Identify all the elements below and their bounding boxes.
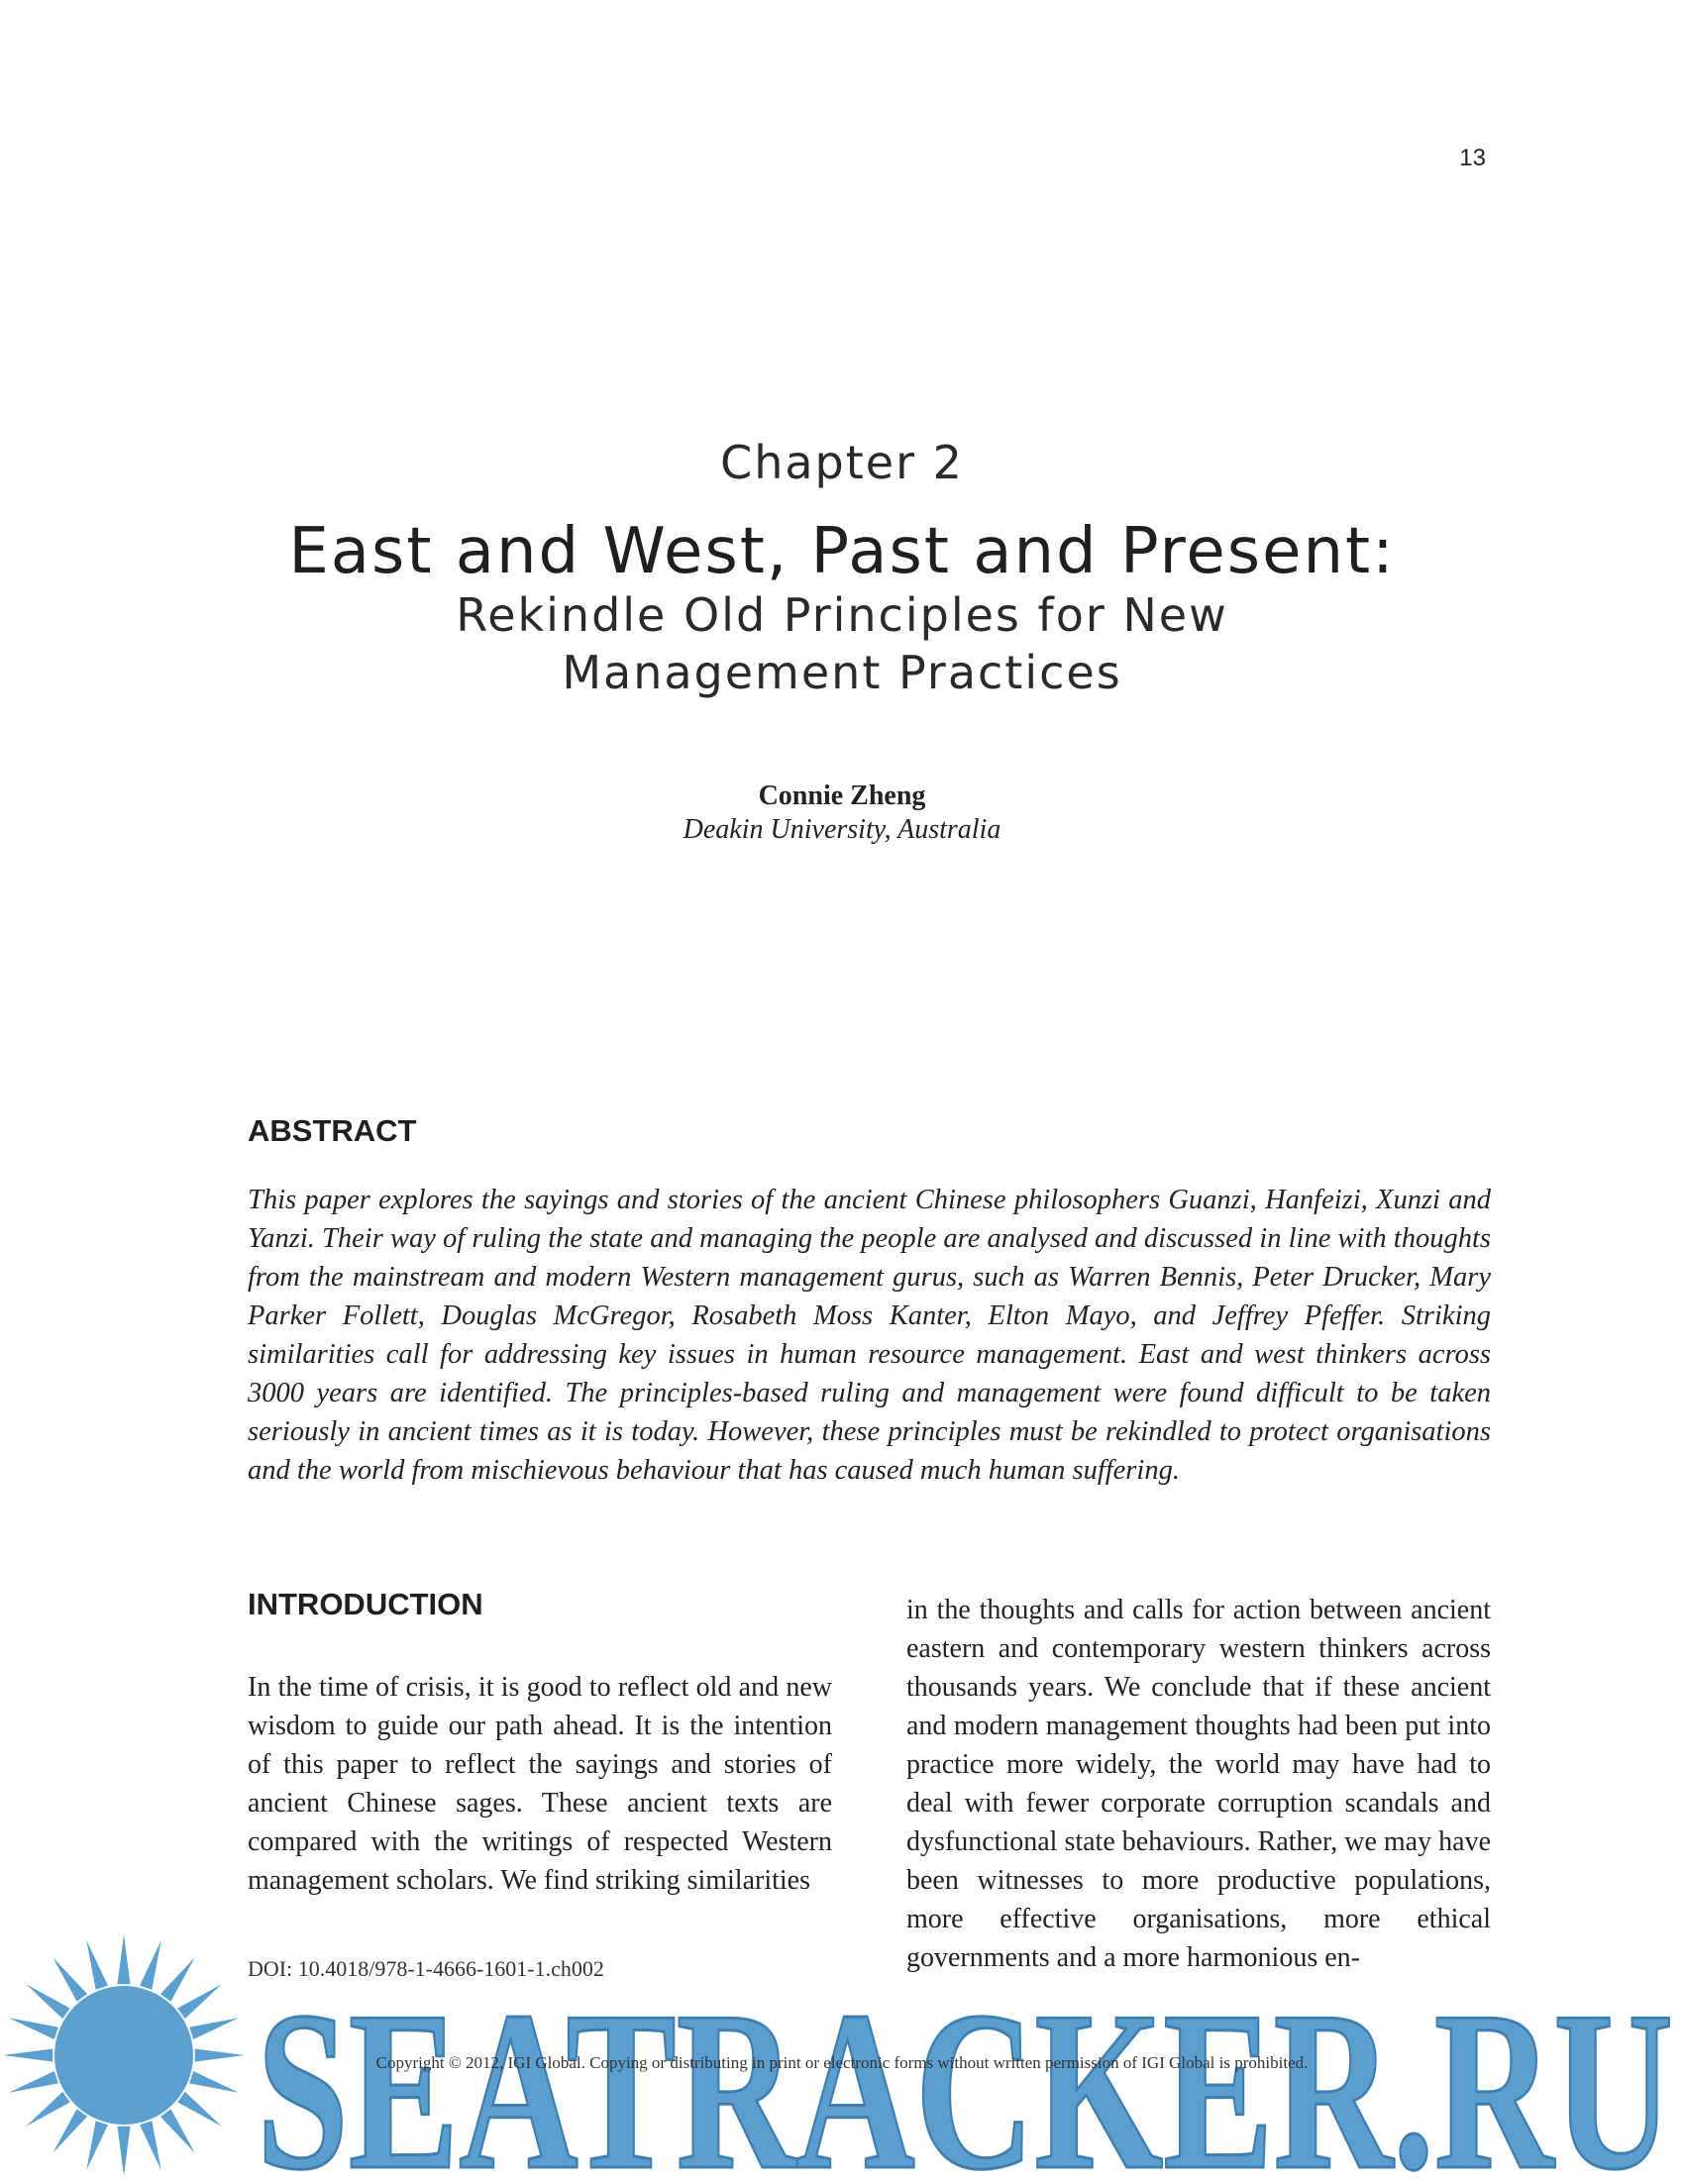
sun-ray bbox=[140, 1940, 161, 1990]
sun-ray bbox=[86, 1940, 108, 1990]
abstract-heading: ABSTRACT bbox=[248, 1113, 417, 1148]
copyright-notice: Copyright © 2012, IGI Global. Copying or distributing in print or electronic forms without written permission of IGI Global is prohibited. bbox=[375, 2053, 1309, 2072]
chapter-subtitle-line-1: Rekindle Old Principles for New bbox=[456, 588, 1228, 642]
watermark-text: SEATRACKER.RU bbox=[257, 1969, 1673, 2179]
watermark bbox=[253, 1969, 1679, 2179]
introduction-right-column: in the thoughts and calls for action between ancient eastern and contemporary western thinkers across thousands years. We conclude that if these ancient and modern management thoughts had been put into practice more widely, the world may have had to deal with fewer corporate corruption scandals and dysfunctional state behaviours. Rather, we may have been witnesses to more productive populations, more effective organisations, more ethical governments and a more harmonious en- bbox=[906, 1595, 1491, 1973]
chapter-subtitle-line-2: Management Practices bbox=[562, 646, 1122, 699]
sun-ray bbox=[26, 1984, 69, 2019]
sun-ray bbox=[118, 1934, 131, 1984]
introduction-heading: INTRODUCTION bbox=[248, 1587, 483, 1621]
sun-ray bbox=[177, 1984, 221, 2019]
chapter-label: Chapter 2 bbox=[720, 436, 964, 489]
sun-ray bbox=[53, 1957, 87, 2001]
author-affiliation: Deakin University, Australia bbox=[683, 814, 1001, 845]
author-name: Connie Zheng bbox=[758, 780, 926, 811]
chapter-title: East and West, Past and Present: bbox=[288, 515, 1396, 588]
doi: DOI: 10.4018/978-1-4666-1601-1.ch002 bbox=[248, 1956, 604, 1981]
page-number: 13 bbox=[1459, 145, 1486, 171]
sun-ray bbox=[160, 1957, 195, 2001]
sun-ray bbox=[189, 2018, 239, 2039]
abstract-text: This paper explores the sayings and stories of the ancient Chinese philosophers Guanzi, Hanfeizi, Xunzi and Yanzi. Their way of ruling the state and managing the people are analysed and discussed in line with thoughts from the mainstream and modern Western management gurus, such as Warren Bennis, Peter Drucker, Mary Parker Follett, Douglas McGregor, Rosabeth Moss Kanter, Elton Mayo, and Jeffrey Pfeffer. Striking similarities call for addressing key issues in human resource management. East and west thinkers across 3000 years are identified. The principles-based ruling and management were found difficult to be taken seriously in ancient times as it is today. However, these principles must be rekindled to protect organisations and the world from mischievous behaviour that has caused much human suffering. bbox=[248, 1185, 1491, 1486]
sun-ray bbox=[9, 2018, 58, 2039]
introduction-left-column: In the time of crisis, it is good to reflect old and new wisdom to guide our path ahead. It is the intention of this paper to reflect the sayings and stories of ancient Chinese sages. These ancient texts are compared with the writings of respected Western management scholars. We find striking similarities bbox=[248, 1672, 832, 1896]
